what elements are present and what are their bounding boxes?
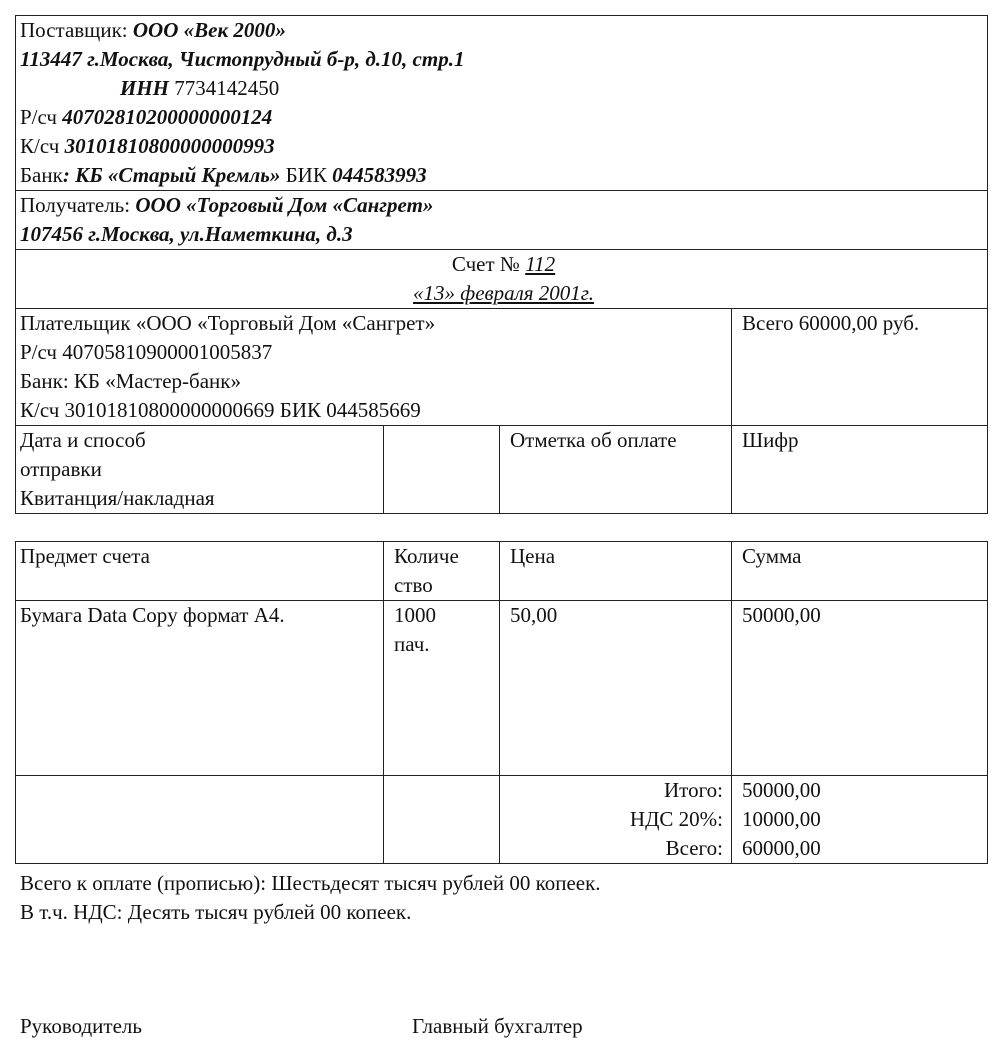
- supplier-inn-value: 7734142450: [169, 76, 280, 100]
- supplier-bik-value: 044583993: [332, 163, 427, 187]
- payer-line-3: Банк: КБ «Мастер-банк»: [20, 369, 241, 393]
- supplier-bank-name: : КБ «Старый Кремль»: [62, 163, 281, 187]
- shipping-block: [16, 426, 384, 514]
- shipping-line-1: Дата и способ: [20, 428, 146, 452]
- supplier-inn-label: ИНН: [120, 76, 170, 100]
- invoice-label: Счет №: [451, 252, 526, 276]
- payer-line-4: К/сч 30101810800000000669 БИК 044585669: [20, 398, 421, 422]
- header-qty-line-1: Количе: [394, 544, 459, 568]
- total-in-words: Всего к оплате (прописью): Шестьдесят тысяч рублей 00 копеек.: [20, 871, 601, 895]
- row-qty-line-2: пач.: [394, 632, 430, 656]
- row-subject: [16, 601, 384, 776]
- vat-in-words: В т.ч. НДС: Десять тысяч рублей 00 копеек.: [20, 900, 412, 924]
- row-qty: [384, 601, 500, 776]
- payer-block: [16, 309, 732, 426]
- supplier-name: ООО «Век 2000»: [132, 18, 286, 42]
- invoice-title-block: [16, 250, 988, 309]
- items-table: [15, 541, 988, 864]
- payer-total-text: Всего 60000,00 руб.: [742, 311, 920, 335]
- vat-value: 10000,00: [742, 807, 821, 831]
- payer-total: [732, 309, 988, 426]
- header-sum-text: Сумма: [742, 544, 802, 568]
- supplier-rs-value: 40702810200000000124: [62, 105, 273, 129]
- cipher-cell: [732, 426, 988, 514]
- supplier-label: Поставщик:: [20, 18, 133, 42]
- payer-line-2: Р/сч 40705810900001005837: [20, 340, 273, 364]
- shipping-line-3: Квитанция/накладная: [20, 486, 215, 510]
- header-qty-line-2: ство: [394, 573, 433, 597]
- totals-row: [16, 776, 988, 864]
- total-value: 60000,00: [742, 836, 821, 860]
- totals-values: [732, 776, 988, 864]
- supplier-block: [16, 16, 988, 191]
- row-price: [500, 601, 732, 776]
- supplier-rs-label: Р/сч: [20, 105, 63, 129]
- payment-mark-label: Отметка об оплате: [510, 428, 677, 452]
- totals-blank-2: [384, 776, 500, 864]
- invoice-number: 112: [525, 252, 556, 276]
- subtotal-label: Итого:: [664, 778, 723, 802]
- header-qty: [384, 542, 500, 601]
- recipient-label: Получатель:: [20, 193, 136, 217]
- recipient-block: [16, 191, 988, 250]
- row-subject-text: Бумага Data Copy формат А4.: [20, 603, 285, 627]
- director-signature-label: Руководитель: [20, 1014, 142, 1038]
- vat-label: НДС 20%:: [629, 807, 723, 831]
- header-price: [500, 542, 732, 601]
- recipient-name: ООО «Торговый Дом «Сангрет»: [135, 193, 434, 217]
- payment-mark-cell: [500, 426, 732, 514]
- header-sum: [732, 542, 988, 601]
- accountant-signature-label: Главный бухгалтер: [412, 1014, 583, 1038]
- shipping-line-2: отправки: [20, 457, 102, 481]
- payer-line-1: Плательщик «ООО «Торговый Дом «Сангрет»: [20, 311, 436, 335]
- row-qty-line-1: 1000: [394, 603, 436, 627]
- table-row: [16, 601, 988, 776]
- header-subject: [16, 542, 384, 601]
- row-sum-text: 50000,00: [742, 603, 821, 627]
- row-price-text: 50,00: [510, 603, 558, 627]
- header-subject-text: Предмет счета: [20, 544, 150, 568]
- totals-blank-1: [16, 776, 384, 864]
- subtotal-value: 50000,00: [742, 778, 821, 802]
- supplier-bank-label: Банк: [20, 163, 63, 187]
- totals-labels: [500, 776, 732, 864]
- shipping-blank-cell: [384, 426, 500, 514]
- items-header-row: [16, 542, 988, 601]
- invoice-header-table: [15, 15, 988, 514]
- recipient-address: 107456 г.Москва, ул.Наметкина, д.3: [20, 222, 353, 246]
- row-sum: [732, 601, 988, 776]
- invoice-date: «13» февраля 2001г.: [413, 281, 594, 305]
- supplier-bik-label: БИК: [280, 163, 333, 187]
- supplier-ks-label: К/сч: [20, 134, 65, 158]
- total-label: Всего:: [665, 836, 723, 860]
- cipher-label: Шифр: [742, 428, 799, 452]
- header-price-text: Цена: [510, 544, 556, 568]
- supplier-ks-value: 30101810800000000993: [64, 134, 275, 158]
- supplier-address: 113447 г.Москва, Чистопрудный б-р, д.10, стр.1: [20, 47, 465, 71]
